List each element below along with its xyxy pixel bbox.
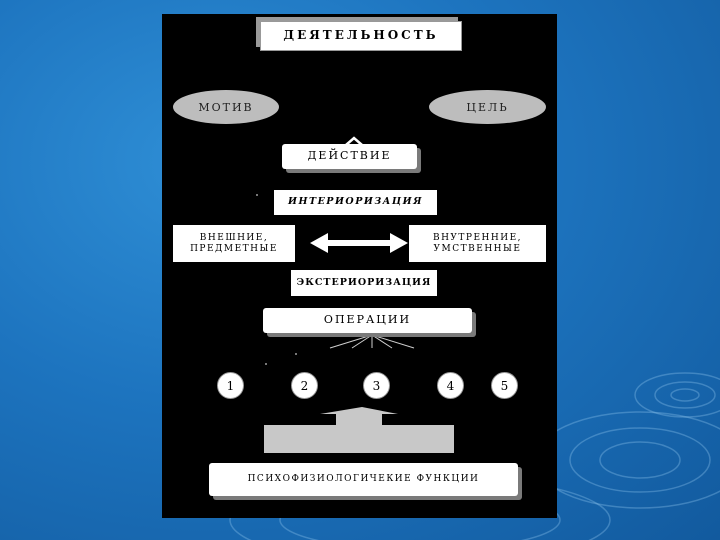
external-label-line2: ПРЕДМЕТНЫЕ	[190, 243, 278, 254]
internal-label-line2: УМСТВЕННЫЕ	[433, 243, 522, 254]
operation-number-3: 3	[363, 372, 390, 399]
goal-label: ЦЕЛЬ	[466, 100, 509, 114]
support-platform	[264, 425, 454, 453]
operations-box	[263, 308, 472, 333]
functions-label: ПСИХОФИЗИОЛОГИЧЕКИЕ ФУНКЦИИ	[247, 474, 480, 485]
stray-dot	[295, 353, 297, 355]
internal-label-line1: ВНУТРЕННИЕ,	[432, 233, 523, 244]
functions-box	[209, 463, 518, 496]
operation-number-5: 5	[491, 372, 518, 399]
operation-number-2: 2	[291, 372, 318, 399]
operation-number-4: 4	[437, 372, 464, 399]
external-label-line1: ВНЕШНИЕ,	[199, 233, 269, 244]
stray-dot	[256, 194, 258, 196]
operation-number-1: 1	[217, 372, 244, 399]
action-label: ДЕЙСТВИЕ	[307, 149, 392, 163]
operations-label: ОПЕРАЦИИ	[323, 313, 412, 327]
action-box	[282, 144, 417, 169]
interiorization-label: ИНТЕРИОРИЗАЦИЯ	[288, 196, 423, 208]
activity-label: ДЕЯТЕЛЬНОСТЬ	[283, 28, 439, 43]
motive-label: МОТИВ	[198, 100, 254, 114]
goal-ellipse	[429, 90, 546, 124]
internal-box	[409, 225, 546, 262]
diagram-slide	[162, 14, 557, 518]
stray-dot	[265, 363, 267, 365]
external-box	[173, 225, 295, 262]
exteriorization-label: ЭКСТЕРИОРИЗАЦИЯ	[296, 276, 432, 288]
interiorization-box	[274, 190, 437, 215]
motive-ellipse	[173, 90, 279, 124]
activity-box	[260, 21, 462, 51]
exteriorization-box	[291, 270, 437, 296]
